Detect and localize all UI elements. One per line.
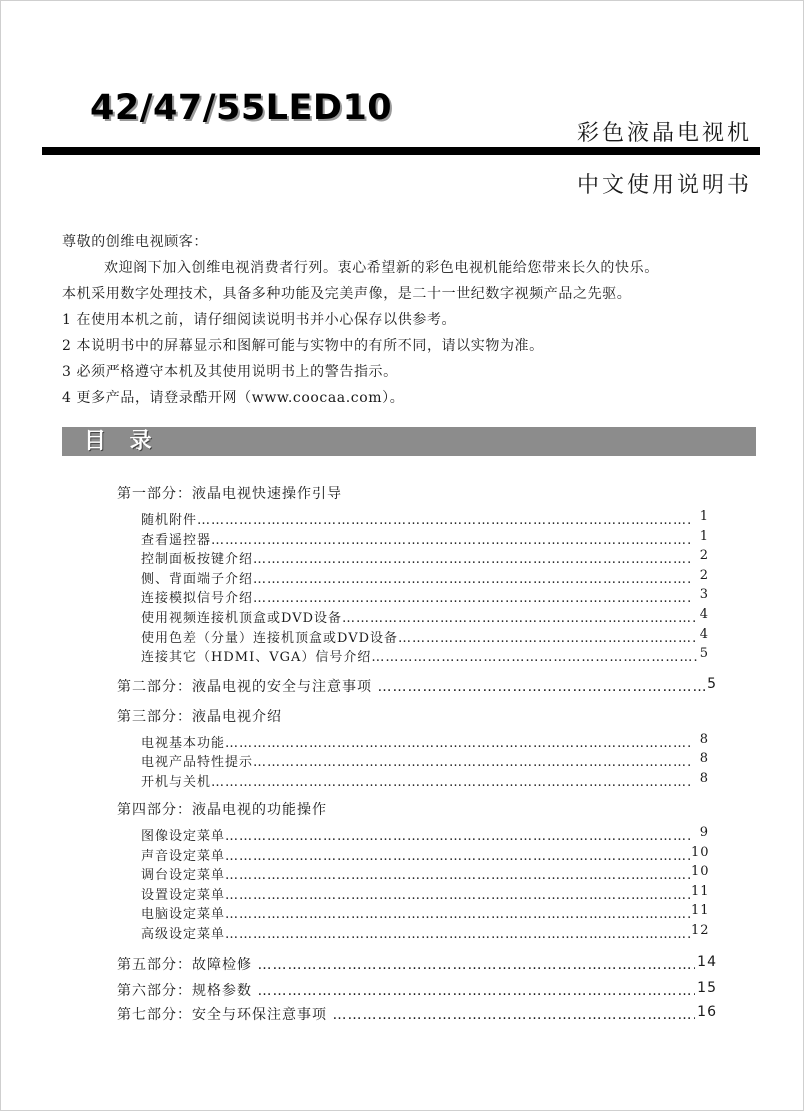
- toc-item-label: 查看遥控器 …………………………………………………………………………………………………………………………………………………………: [141, 529, 691, 548]
- toc-item-label: 调台设定菜单 …………………………………………………………………………………………………………………………………………………………: [141, 864, 691, 883]
- toc-item-page: 1: [699, 529, 709, 544]
- toc-part-label: 第七部分：安全与环保注意事项 ………………………………………………………………………………………………………………………………: [117, 1004, 695, 1024]
- note-2: 2 本说明书中的屏幕显示和图解可能与实物中的有所不同，请以实物为准。: [62, 338, 544, 354]
- toc-item-page: 3: [699, 587, 709, 602]
- toc-part-page: 16: [697, 1004, 717, 1020]
- toc-item[interactable]: [141, 509, 709, 528]
- toc-item-label: 随机附件 …………………………………………………………………………………………………………………………………………………………: [141, 509, 691, 528]
- toc-part-label: 第三部分：液晶电视介绍: [117, 709, 282, 725]
- toc-part-label: 第六部分：规格参数 ………………………………………………………………………………………………………………………………: [117, 980, 695, 1000]
- toc-part-6[interactable]: [117, 980, 717, 1000]
- toc-part-page: 15: [697, 980, 717, 996]
- toc-item-label: 开机与关机 …………………………………………………………………………………………………………………………………………………………: [141, 771, 691, 790]
- toc-part-2[interactable]: [117, 676, 717, 696]
- toc-item-label: 使用视频连接机顶盒或DVD设备 …………………………………………………………………………………………………………………………………………………………: [141, 607, 697, 626]
- toc-header-bar: [62, 427, 756, 456]
- toc-item[interactable]: [141, 529, 709, 548]
- intro-text: [62, 229, 772, 411]
- toc-item-label: 控制面板按键介绍 …………………………………………………………………………………………………………………………………………………………: [141, 548, 691, 567]
- toc-item-label: 设置设定菜单 …………………………………………………………………………………………………………………………………………………………: [141, 884, 691, 903]
- greeting: 尊敬的创维电视顾客：: [62, 234, 208, 250]
- toc-item[interactable]: [141, 568, 709, 587]
- toc-item[interactable]: [141, 587, 709, 606]
- toc-item[interactable]: [141, 864, 709, 883]
- toc-part-page: 14: [697, 954, 717, 970]
- product-title: 彩色液晶电视机: [576, 121, 752, 146]
- toc-item-label: 电脑设定菜单 …………………………………………………………………………………………………………………………………………………………: [141, 903, 691, 922]
- toc-item-page: 10: [691, 845, 710, 860]
- toc-item[interactable]: [141, 548, 709, 567]
- toc-part-label: 第一部分：液晶电视快速操作引导: [117, 486, 342, 502]
- toc-item-page: 4: [699, 627, 709, 642]
- toc-part-label: 第五部分：故障检修 ………………………………………………………………………………………………………………………………: [117, 954, 695, 974]
- note-1: 1 在使用本机之前，请仔细阅读说明书并小心保存以供参考。: [62, 312, 457, 328]
- toc-item-page: 2: [699, 548, 709, 563]
- toc-item-page: 10: [691, 864, 710, 879]
- toc-part-3[interactable]: [117, 706, 282, 726]
- header-rule: [42, 147, 760, 155]
- toc-item-label: 电视基本功能 …………………………………………………………………………………………………………………………………………………………: [141, 732, 691, 751]
- manual-title: 中文使用说明书: [576, 173, 752, 198]
- toc-part-5[interactable]: [117, 954, 717, 974]
- toc-item-page: 8: [699, 771, 709, 786]
- toc-item-label: 使用色差（分量）连接机顶盒或DVD设备 …………………………………………………………………………………………………………………………………………………………: [141, 627, 697, 646]
- toc-item[interactable]: [141, 771, 709, 790]
- toc-item-page: 2: [699, 568, 709, 583]
- toc-part-1[interactable]: [117, 483, 342, 503]
- note-3: 3 必须严格遵守本机及其使用说明书上的警告指示。: [62, 364, 398, 380]
- model-number: 42/47/55LED10: [90, 88, 393, 128]
- toc-part-page: 5: [707, 676, 717, 692]
- toc-part-label: 第二部分：液晶电视的安全与注意事项 ………………………………………………………………………………………………………………………………: [117, 676, 705, 696]
- toc-item-label: 连接模拟信号介绍 …………………………………………………………………………………………………………………………………………………………: [141, 587, 691, 606]
- toc-item-page: 5: [699, 646, 709, 661]
- toc-item-page: 9: [699, 825, 709, 840]
- toc-item-page: 1: [699, 509, 709, 524]
- toc-item[interactable]: [141, 607, 709, 626]
- toc-item[interactable]: [141, 627, 709, 646]
- toc-item[interactable]: [141, 923, 709, 942]
- toc-title: 目 录: [84, 429, 160, 454]
- toc-item-label: 电视产品特性提示 …………………………………………………………………………………………………………………………………………………………: [141, 751, 691, 770]
- toc-item-page: 11: [691, 903, 710, 918]
- toc-item[interactable]: [141, 903, 709, 922]
- toc-item[interactable]: [141, 646, 709, 665]
- toc-part-label: 第四部分：液晶电视的功能操作: [117, 802, 327, 818]
- toc-item-label: 图像设定菜单 …………………………………………………………………………………………………………………………………………………………: [141, 825, 691, 844]
- toc-part-7[interactable]: [117, 1004, 717, 1024]
- toc-item-page: 4: [699, 607, 709, 622]
- note-4: 4 更多产品，请登录酷开网（www.coocaa.com）。: [62, 390, 405, 406]
- toc-item-page: 8: [699, 751, 709, 766]
- toc-item-label: 侧、背面端子介绍 …………………………………………………………………………………………………………………………………………………………: [141, 568, 691, 587]
- toc-item[interactable]: [141, 732, 709, 751]
- toc-item[interactable]: [141, 884, 709, 903]
- toc-item-label: 高级设定菜单 …………………………………………………………………………………………………………………………………………………………: [141, 923, 691, 942]
- tech-text: 本机采用数字处理技术，具备多种功能及完美声像，是二十一世纪数字视频产品之先驱。: [62, 286, 632, 302]
- toc-item[interactable]: [141, 825, 709, 844]
- toc-item-label: 声音设定菜单 …………………………………………………………………………………………………………………………………………………………: [141, 845, 691, 864]
- toc-item[interactable]: [141, 751, 709, 770]
- toc-item-page: 12: [691, 923, 710, 938]
- toc-part-4[interactable]: [117, 799, 327, 819]
- toc-item-label: 连接其它（HDMI、VGA）信号介绍 …………………………………………………………………………………………………………………………………………………………: [141, 646, 697, 665]
- toc-item[interactable]: [141, 845, 709, 864]
- toc-item-page: 8: [699, 732, 709, 747]
- welcome-text: 欢迎阁下加入创维电视消费者行列。衷心希望新的彩色电视机能给您带来长久的快乐。: [104, 260, 659, 276]
- toc-item-page: 11: [691, 884, 710, 899]
